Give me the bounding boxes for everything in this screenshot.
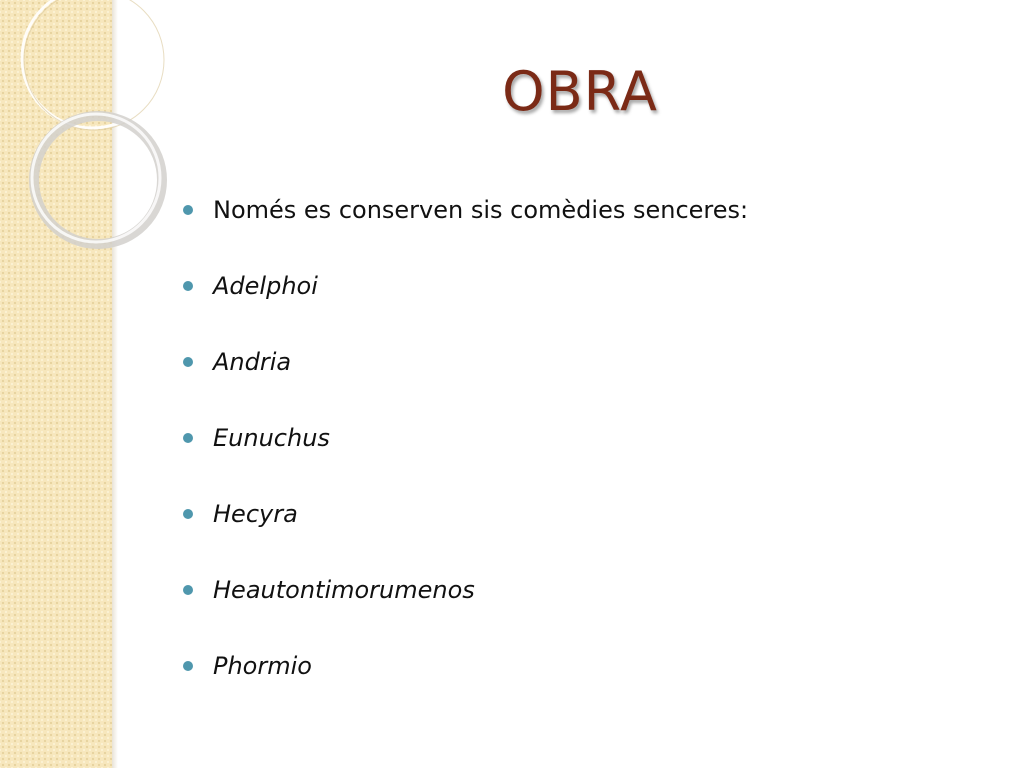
list-item bbox=[183, 570, 748, 646]
list-item-text: Phormio bbox=[213, 652, 312, 680]
list-item-text: Heautontimorumenos bbox=[213, 576, 475, 604]
list-item bbox=[183, 646, 748, 722]
bullet-dot-icon bbox=[183, 509, 193, 519]
list-item-text: Eunuchus bbox=[213, 424, 330, 452]
list-item bbox=[183, 494, 748, 570]
list-item bbox=[183, 266, 748, 342]
bullet-dot-icon bbox=[183, 205, 193, 215]
list-item-text: Només es conserven sis comèdies senceres: bbox=[213, 196, 749, 224]
list-item-text: Adelphoi bbox=[213, 272, 318, 300]
list-item bbox=[183, 342, 748, 418]
list-item-text: Hecyra bbox=[213, 500, 298, 528]
side-band-shadow bbox=[112, 0, 118, 768]
bullet-dot-icon bbox=[183, 661, 193, 671]
side-pattern-band bbox=[0, 0, 112, 768]
list-item bbox=[183, 418, 748, 494]
bullet-dot-icon bbox=[183, 281, 193, 291]
list-item-text: Andria bbox=[213, 348, 292, 376]
bullet-list bbox=[183, 190, 748, 722]
slide-title: OBRA bbox=[502, 60, 658, 123]
bullet-dot-icon bbox=[183, 433, 193, 443]
bullet-dot-icon bbox=[183, 357, 193, 367]
list-item bbox=[183, 190, 748, 266]
bullet-dot-icon bbox=[183, 585, 193, 595]
